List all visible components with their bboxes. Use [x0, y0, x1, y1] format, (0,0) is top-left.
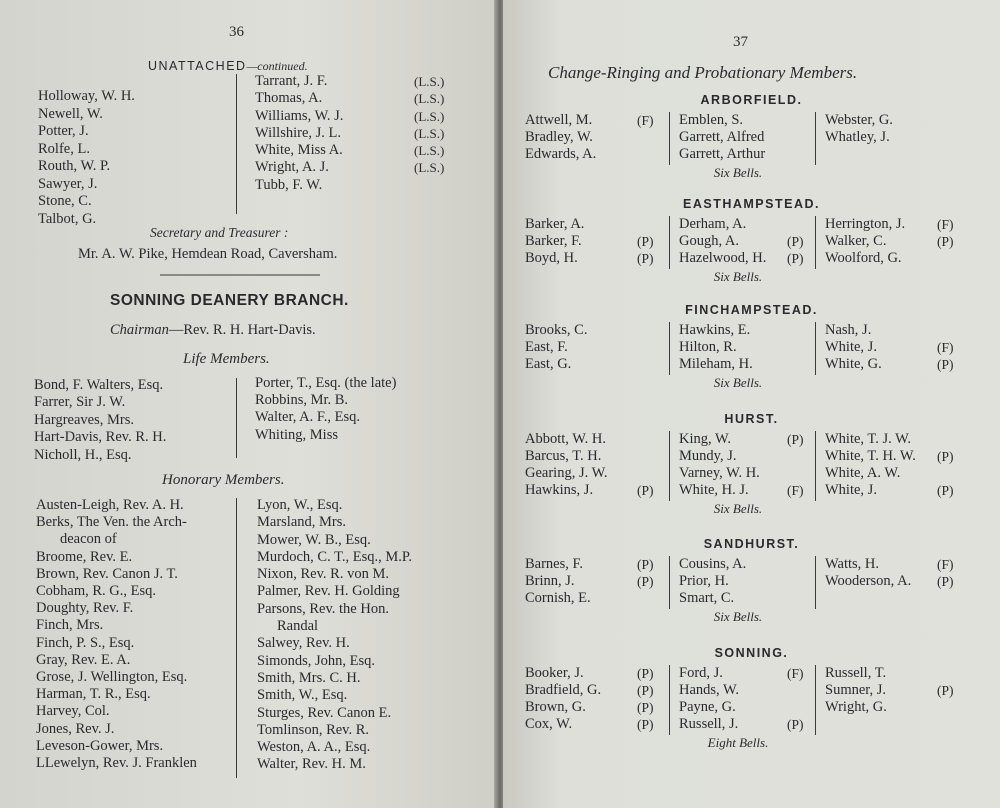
member-name: White, G.	[825, 356, 882, 372]
member-name: Austen-Leigh, Rev. A. H.	[36, 497, 184, 513]
member-name: Berks, The Ven. the Arch-	[36, 514, 187, 531]
member-name: Whiting, Miss	[255, 426, 338, 443]
member-name: Booker, J.	[525, 665, 584, 681]
honorary-members-column-2	[257, 497, 412, 774]
member-name: Webster, G.	[825, 112, 893, 128]
column-divider	[815, 216, 816, 269]
member-name: Parsons, Rev. the Hon.	[257, 600, 389, 617]
bells-note: Six Bells.	[713, 269, 763, 284]
unattached-title: UNATTACHED	[148, 59, 247, 73]
member-name: Hilton, R.	[679, 339, 737, 355]
member-mark: (L.S.)	[414, 108, 445, 124]
column-divider	[669, 322, 670, 375]
member-mark: (L.S.)	[414, 160, 445, 176]
parish-heading: HURST.	[724, 412, 779, 426]
member-name: Wright, G.	[825, 699, 887, 715]
column-divider	[815, 665, 816, 735]
member-name: Barker, F.	[525, 233, 582, 249]
member-mark: (F)	[787, 483, 804, 498]
column-divider	[669, 665, 670, 735]
member-mark: (P)	[787, 234, 804, 249]
member-name: Bond, F. Walters, Esq.	[34, 377, 164, 393]
member-name: Porter, T., Esq. (the late)	[255, 375, 397, 391]
member-name: Cobham, R. G., Esq.	[36, 583, 157, 600]
member-name: Hands, W.	[679, 682, 740, 698]
member-name: Abbott, W. H.	[525, 431, 606, 447]
member-mark: (P)	[637, 683, 654, 698]
member-name: Broome, Rev. E.	[36, 548, 133, 565]
member-name: Boyd, H.	[525, 250, 578, 266]
secretary-name: Mr. A. W. Pike, Hemdean Road, Caversham.	[78, 246, 338, 262]
member-mark: (P)	[637, 251, 654, 266]
member-name: Barnes, F.	[525, 556, 584, 572]
member-mark: (P)	[937, 683, 954, 698]
member-name: Mundy, J.	[679, 448, 737, 464]
bells-note: Six Bells.	[713, 375, 763, 390]
member-name: Wright, A. J.	[255, 159, 329, 176]
member-name: Mower, W. B., Esq.	[257, 531, 371, 548]
member-name: Smart, C.	[679, 590, 735, 606]
parish-heading: ARBORFIELD.	[700, 93, 803, 107]
member-name: Willshire, J. L.	[255, 124, 342, 141]
member-name: Robbins, Mr. B.	[255, 392, 349, 409]
member-mark: (F)	[937, 217, 954, 232]
member-name: Jones, Rev. J.	[36, 720, 115, 737]
bells-note: Six Bells.	[713, 501, 763, 516]
member-name: Randal	[277, 618, 319, 635]
member-name: Tomlinson, Rev. R.	[257, 721, 370, 738]
member-name: Smith, Mrs. C. H.	[257, 669, 361, 686]
column-divider	[669, 431, 670, 501]
member-name: Brown, Rev. Canon J. T.	[36, 565, 178, 582]
member-mark: (F)	[637, 113, 654, 128]
member-name: Woolford, G.	[825, 250, 902, 266]
member-name: Nicholl, H., Esq.	[34, 446, 132, 463]
column-divider	[669, 556, 670, 609]
member-name: White, Miss A.	[255, 142, 343, 159]
member-name: East, G.	[525, 356, 572, 372]
parish-heading: SANDHURST.	[703, 537, 800, 551]
member-name: Prior, H.	[679, 573, 729, 589]
member-mark: (P)	[787, 432, 804, 447]
right-page-title: Change-Ringing and Probationary Members.	[548, 63, 858, 82]
life-members-column-1	[34, 377, 166, 464]
column-divider	[236, 74, 237, 214]
member-mark: (P)	[937, 449, 954, 464]
member-name: Herrington, J.	[825, 216, 906, 232]
member-name: White, J.	[825, 482, 877, 498]
member-name: Tubb, F. W.	[255, 176, 323, 193]
page-number-right: 37	[733, 34, 748, 50]
member-name: Harman, T. R., Esq.	[36, 686, 151, 703]
member-name: Brown, G.	[525, 699, 586, 715]
member-name: Garrett, Alfred	[679, 129, 765, 145]
parish-heading: EASTHAMPSTEAD.	[683, 197, 820, 211]
member-mark: (P)	[937, 483, 954, 498]
member-name: White, A. W.	[825, 465, 901, 481]
member-name: Williams, W. J.	[255, 107, 344, 124]
column-divider	[669, 112, 670, 165]
member-name: Russell, J.	[679, 716, 739, 732]
member-name: Cox, W.	[525, 716, 573, 732]
member-name: Gough, A.	[679, 233, 740, 249]
member-name: Nash, J.	[825, 322, 872, 338]
member-name: Cornish, E.	[525, 590, 591, 606]
member-name: Potter, J.	[38, 123, 89, 139]
member-name: Gray, Rev. E. A.	[36, 651, 131, 668]
member-name: Bradley, W.	[525, 129, 593, 145]
life-members-heading: Life Members.	[183, 351, 270, 367]
member-name: Smith, W., Esq.	[257, 687, 348, 704]
member-name: Ford, J.	[679, 665, 723, 681]
member-name: Nixon, Rev. R. von M.	[257, 566, 389, 583]
member-name: Emblen, S.	[679, 112, 744, 128]
column-divider	[236, 378, 237, 458]
member-name: Lyon, W., Esq.	[257, 497, 343, 513]
member-name: Finch, Mrs.	[36, 617, 104, 634]
unattached-continued: —continued.	[246, 59, 308, 73]
member-mark: (F)	[937, 340, 954, 355]
member-name: Hawkins, E.	[679, 322, 751, 338]
unattached-marks	[414, 73, 444, 177]
member-name: King, W.	[679, 431, 731, 447]
member-name: Murdoch, C. T., Esq., M.P.	[257, 548, 412, 565]
member-mark: (P)	[637, 700, 654, 715]
member-name: Watts, H.	[825, 556, 880, 572]
member-name: White, J.	[825, 339, 877, 355]
member-name: Brooks, C.	[525, 322, 588, 338]
member-name: White, T. J. W.	[825, 431, 912, 447]
parish-heading: FINCHAMPSTEAD.	[685, 303, 818, 317]
secretary-label: Secretary and Treasurer :	[150, 225, 289, 240]
member-name: Tarrant, J. F.	[255, 73, 328, 89]
page-number-left: 36	[229, 24, 244, 40]
member-name: Payne, G.	[679, 699, 736, 715]
member-mark: (F)	[937, 557, 954, 572]
member-name: Grose, J. Wellington, Esq.	[36, 669, 188, 686]
column-divider	[815, 322, 816, 375]
member-name: Talbot, G.	[38, 210, 97, 227]
member-name: Gearing, J. W.	[525, 465, 608, 481]
member-mark: (L.S.)	[414, 74, 445, 89]
member-mark: (P)	[637, 234, 654, 249]
member-name: Rolfe, L.	[38, 140, 90, 157]
member-name: Brinn, J.	[525, 573, 575, 589]
member-name: Derham, A.	[679, 216, 747, 232]
member-name: LLewelyn, Rev. J. Franklen	[36, 755, 197, 772]
member-name: Leveson-Gower, Mrs.	[36, 737, 164, 754]
member-mark: (P)	[637, 483, 654, 498]
member-mark: (P)	[637, 717, 654, 732]
column-divider	[236, 498, 237, 778]
member-name: Salwey, Rev. H.	[257, 635, 350, 652]
member-name: Sawyer, J.	[38, 175, 98, 192]
left-page	[0, 0, 497, 808]
member-mark: (P)	[937, 574, 954, 589]
bells-note: Eight Bells.	[707, 735, 769, 750]
member-name: Doughty, Rev. F.	[36, 600, 134, 617]
chairman-label: Chairman	[110, 322, 169, 338]
column-divider	[815, 431, 816, 501]
member-name: Finch, P. S., Esq.	[36, 634, 135, 651]
member-name: Newell, W.	[38, 105, 103, 122]
column-divider	[669, 216, 670, 269]
member-name: Marsland, Mrs.	[257, 514, 347, 531]
member-name: Hazelwood, H.	[679, 250, 767, 266]
member-name: Thomas, A.	[255, 90, 323, 107]
member-name: Walter, A. F., Esq.	[255, 409, 361, 426]
member-mark: (P)	[937, 234, 954, 249]
member-name: Attwell, M.	[525, 112, 593, 128]
member-mark: (P)	[637, 574, 654, 589]
member-name: Harvey, Col.	[36, 703, 110, 720]
member-mark: (P)	[637, 666, 654, 681]
member-name: Stone, C.	[38, 193, 92, 209]
member-name: Palmer, Rev. H. Golding	[257, 583, 400, 600]
member-name: Routh, W. P.	[38, 158, 111, 174]
member-name: Walter, Rev. H. M.	[257, 756, 366, 773]
right-page	[503, 0, 1000, 808]
member-name: East, F.	[525, 339, 568, 355]
member-name: Walker, C.	[825, 233, 887, 249]
member-name: Weston, A. A., Esq.	[257, 739, 371, 756]
column-divider	[815, 556, 816, 609]
member-name: Wooderson, A.	[825, 573, 912, 589]
member-mark: (P)	[787, 717, 804, 732]
member-mark: (L.S.)	[414, 91, 445, 107]
member-name: Hargreaves, Mrs.	[34, 411, 134, 428]
member-name: White, H. J.	[679, 482, 749, 498]
honorary-members-heading: Honorary Members.	[162, 472, 285, 488]
member-name: Sumner, J.	[825, 682, 887, 698]
parish-heading: SONNING.	[714, 646, 789, 660]
member-mark: (P)	[787, 251, 804, 266]
member-name: Cousins, A.	[679, 556, 747, 572]
member-name: White, T. H. W.	[825, 448, 916, 464]
honorary-members-column-1	[36, 497, 197, 772]
member-mark: (L.S.)	[414, 143, 445, 159]
life-members-column-2	[255, 375, 396, 444]
member-name: Simonds, John, Esq.	[257, 652, 376, 669]
member-name: deacon of	[60, 531, 117, 548]
section-rule	[160, 274, 320, 276]
member-name: Hawkins, J.	[525, 482, 594, 498]
member-name: Mileham, H.	[679, 356, 753, 372]
member-name: Barcus, T. H.	[525, 448, 602, 464]
branch-title: SONNING DEANERY BRANCH.	[110, 292, 349, 309]
member-name: Garrett, Arthur	[679, 146, 766, 162]
member-mark: (P)	[937, 357, 954, 372]
member-name: Sturges, Rev. Canon E.	[257, 704, 392, 721]
member-name: Varney, W. H.	[679, 465, 760, 481]
member-mark: (P)	[637, 557, 654, 572]
chairman-name: —Rev. R. H. Hart-Davis.	[168, 322, 316, 338]
column-divider	[815, 112, 816, 165]
member-name: Holloway, W. H.	[38, 88, 135, 104]
chairman-line	[110, 322, 316, 339]
member-name: Bradfield, G.	[525, 682, 602, 698]
bells-note: Six Bells.	[713, 165, 763, 180]
member-name: Barker, A.	[525, 216, 585, 232]
member-name: Whatley, J.	[825, 129, 890, 145]
member-mark: (F)	[787, 666, 804, 681]
member-name: Farrer, Sir J. W.	[34, 394, 126, 411]
member-name: Hart-Davis, Rev. R. H.	[34, 429, 167, 446]
member-name: Edwards, A.	[525, 146, 597, 162]
unattached-column-2	[255, 73, 343, 194]
member-mark: (L.S.)	[414, 125, 445, 141]
unattached-column-1	[38, 88, 135, 228]
member-name: Russell, T.	[825, 665, 887, 681]
bells-note: Six Bells.	[713, 609, 763, 624]
